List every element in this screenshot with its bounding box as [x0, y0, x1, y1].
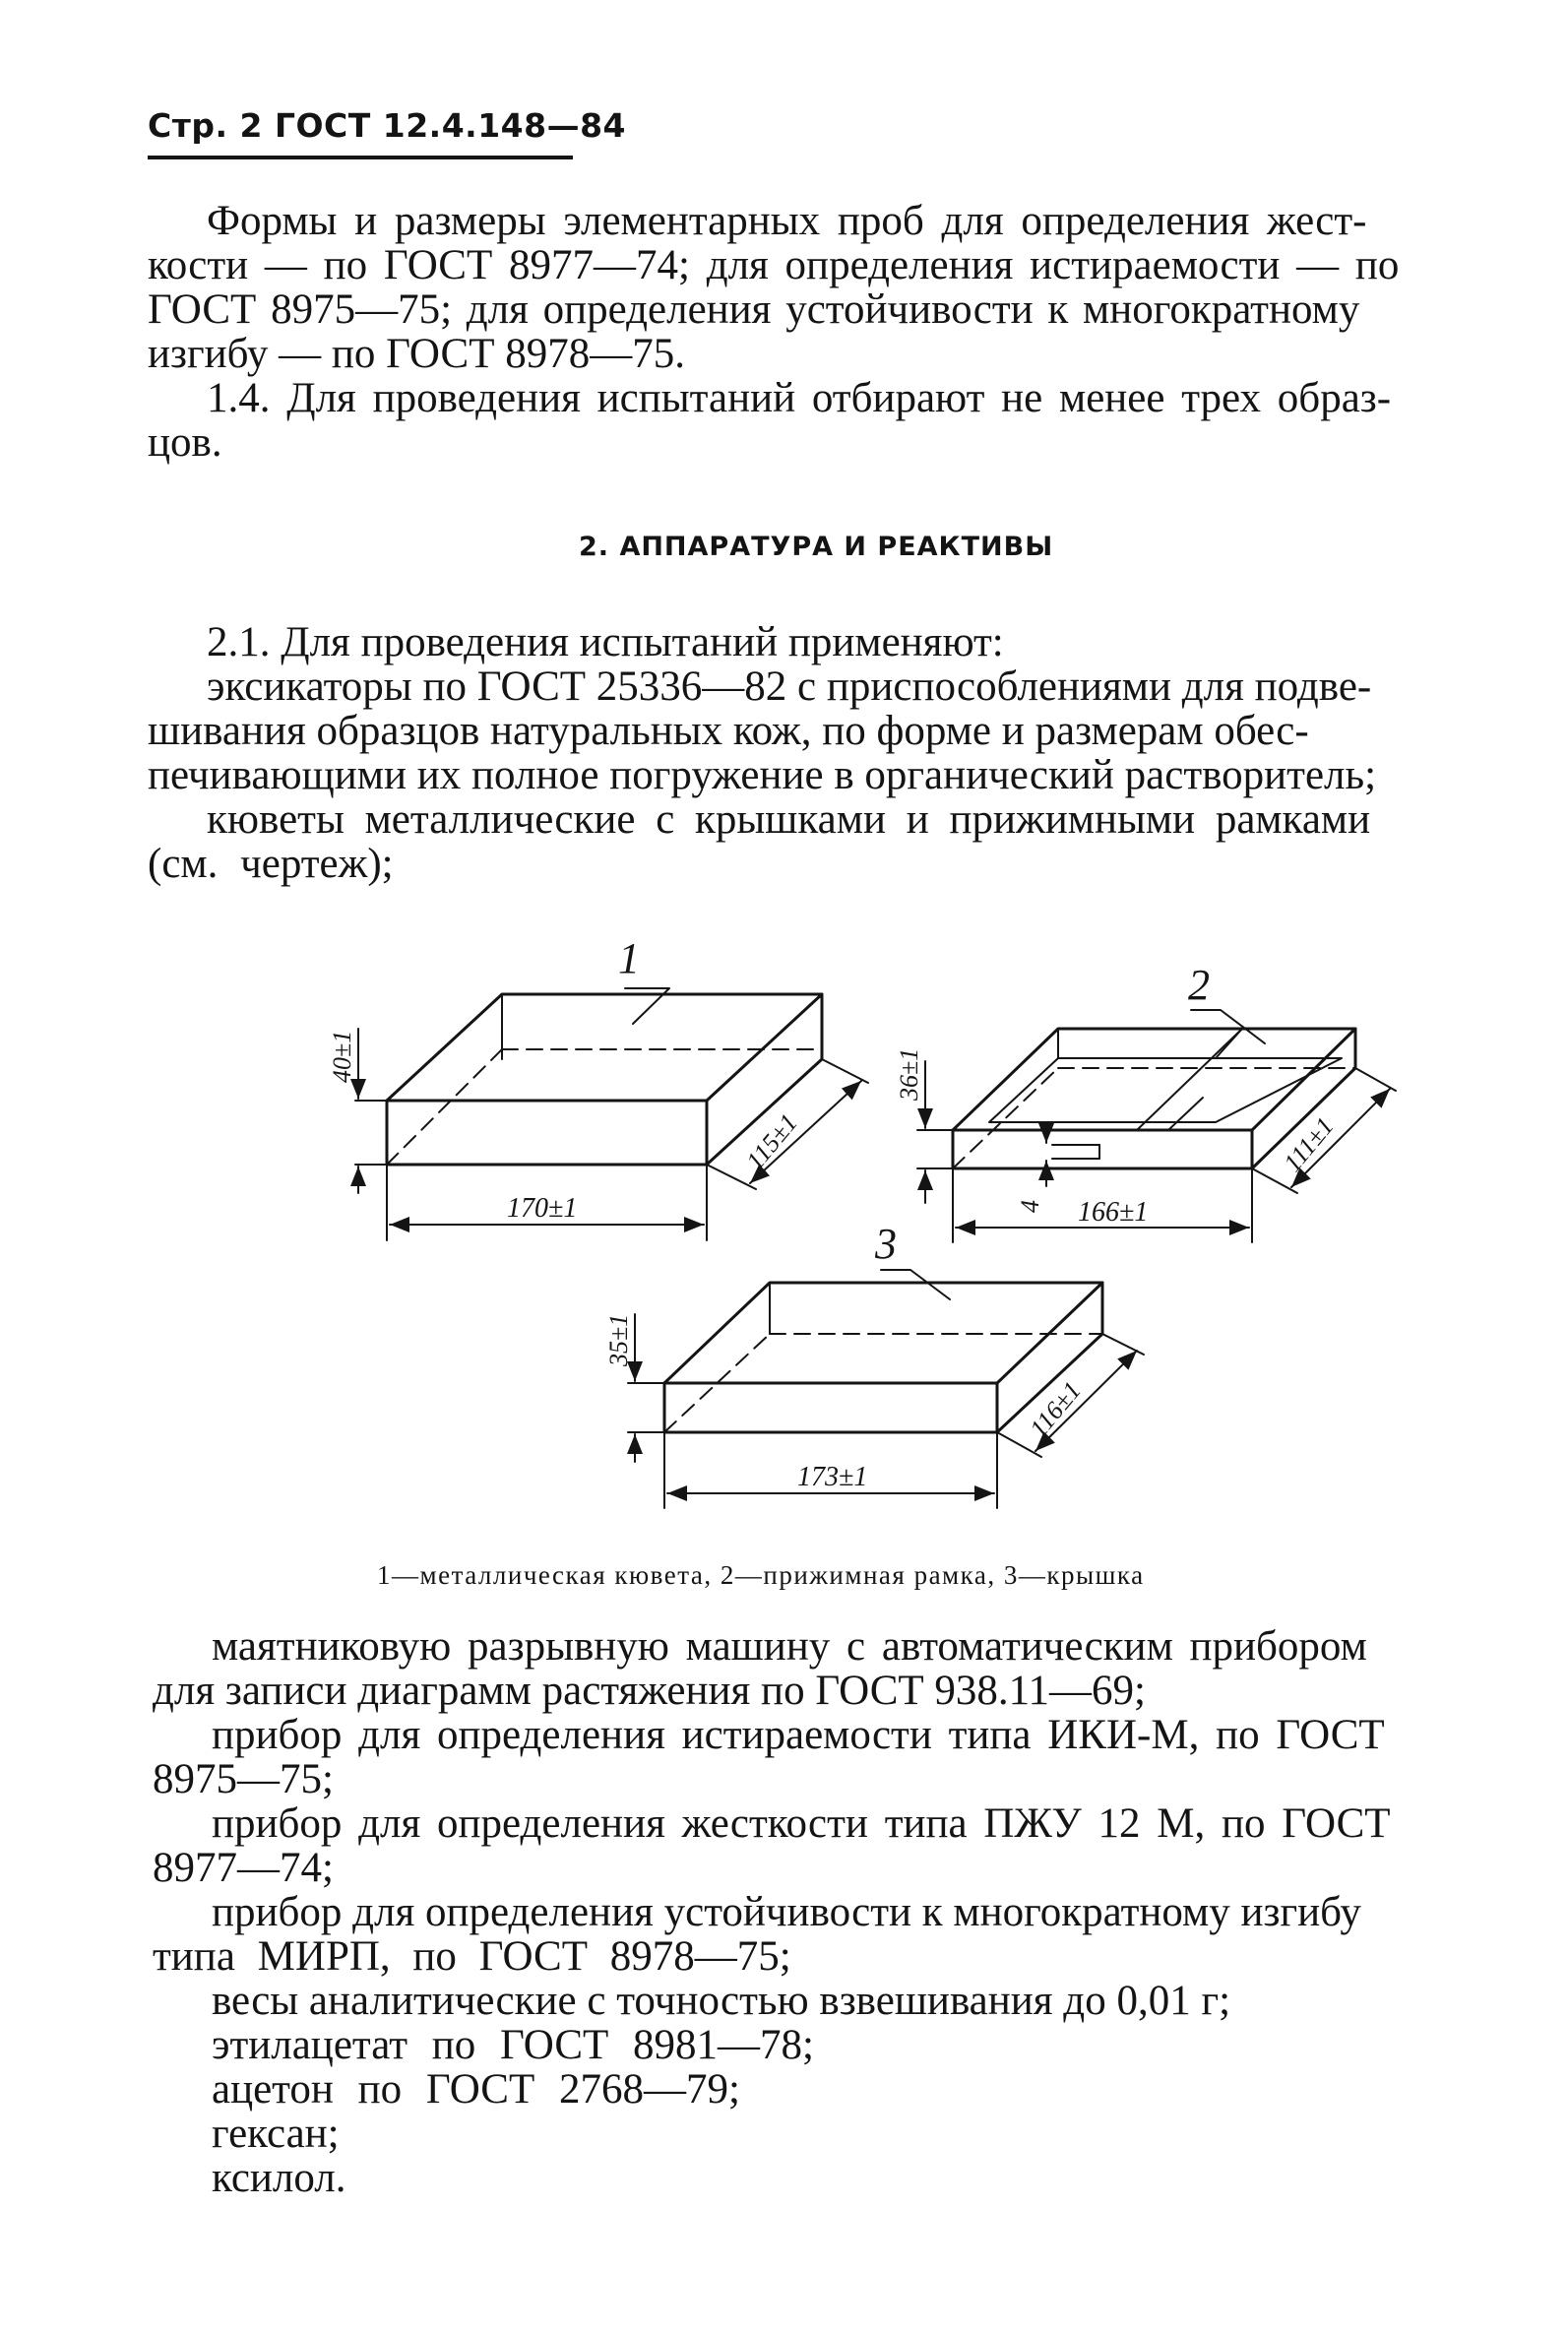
section-line-6: (см. чертеж); [148, 841, 394, 887]
lid-width-label: 116±1 [1024, 1375, 1087, 1443]
tray-width-label: 115±1 [740, 1107, 803, 1175]
intro-line-5: 1.4. Для проведения испытаний отбирают не менее трех образ- [207, 375, 1392, 421]
item-line-6: 8977—74; [153, 1845, 334, 1891]
item-line-8: типа МИРП, по ГОСТ 8978—75; [153, 1933, 791, 1980]
lid-height-label: 35±1 [604, 1313, 633, 1366]
lid-number: 3 [875, 1220, 897, 1268]
section-line-4: печивающими их полное погружение в органический растворитель; [148, 752, 1377, 798]
frame-height-label: 36±1 [895, 1047, 923, 1101]
intro-line-3: ГОСТ 8975—75; для определения устойчивости к многократному [148, 286, 1360, 333]
intro-line-1: Формы и размеры элементарных проб для определения жест- [207, 198, 1367, 244]
frame-width-label: 111±1 [1278, 1111, 1340, 1177]
item-line-9: весы аналитические с точностью взвешивания до 0,01 г; [212, 1978, 1231, 2024]
intro-line-4: изгибу — по ГОСТ 8978—75. [148, 331, 685, 377]
frame-length-label: 166±1 [1078, 1197, 1149, 1228]
item-line-13: ксилол. [212, 2155, 346, 2201]
intro-line-2: кости — по ГОСТ 8977—74; для определения истираемости — по [148, 242, 1400, 288]
page-header: Стр. 2 ГОСТ 12.4.148—84 [148, 106, 627, 145]
section-line-5: кюветы металлические с крышками и прижимными рамками [207, 796, 1371, 843]
lid-length-label: 173±1 [797, 1462, 868, 1492]
item-line-5: прибор для определения жесткости типа ПЖУ 12 М, по ГОСТ [212, 1800, 1391, 1847]
section-line-1: 2.1. Для проведения испытаний применяют: [207, 619, 1004, 665]
section-title: 2. АППАРАТУРА И РЕАКТИВЫ [579, 532, 1054, 562]
frame-number: 2 [1188, 961, 1210, 1009]
item-line-3: прибор для определения истираемости типа ИКИ-М, по ГОСТ [212, 1712, 1385, 1758]
item-line-10: этилацетат по ГОСТ 8981—78; [212, 2022, 815, 2068]
item-line-7: прибор для определения устойчивости к многократному изгибу [212, 1889, 1361, 1935]
section-line-3: шивания образцов натуральных кож, по форме и размерам обес- [148, 708, 1309, 754]
intro-line-6: цов. [148, 419, 222, 466]
frame-offset-label: 4 [1016, 1200, 1044, 1213]
item-line-2: для записи диаграмм растяжения по ГОСТ 938.11—69; [153, 1668, 1146, 1714]
tray-length-label: 170±1 [507, 1193, 578, 1224]
tray-height-label: 40±1 [328, 1030, 356, 1083]
item-line-11: ацетон по ГОСТ 2768—79; [212, 2066, 740, 2113]
section-line-2: эксикаторы по ГОСТ 25336—82 с приспособлениями для подве- [207, 663, 1372, 710]
item-line-4: 8975—75; [153, 1756, 334, 1802]
item-line-12: гексан; [212, 2111, 340, 2157]
tray-number: 1 [618, 934, 640, 982]
tray-drawing [355, 988, 868, 1240]
item-line-1: маятниковую разрывную машину с автоматическим прибором [212, 1623, 1367, 1670]
figure-caption: 1—металлическая кювета, 2—прижимная рамка, 3—крышка [377, 1560, 1145, 1590]
